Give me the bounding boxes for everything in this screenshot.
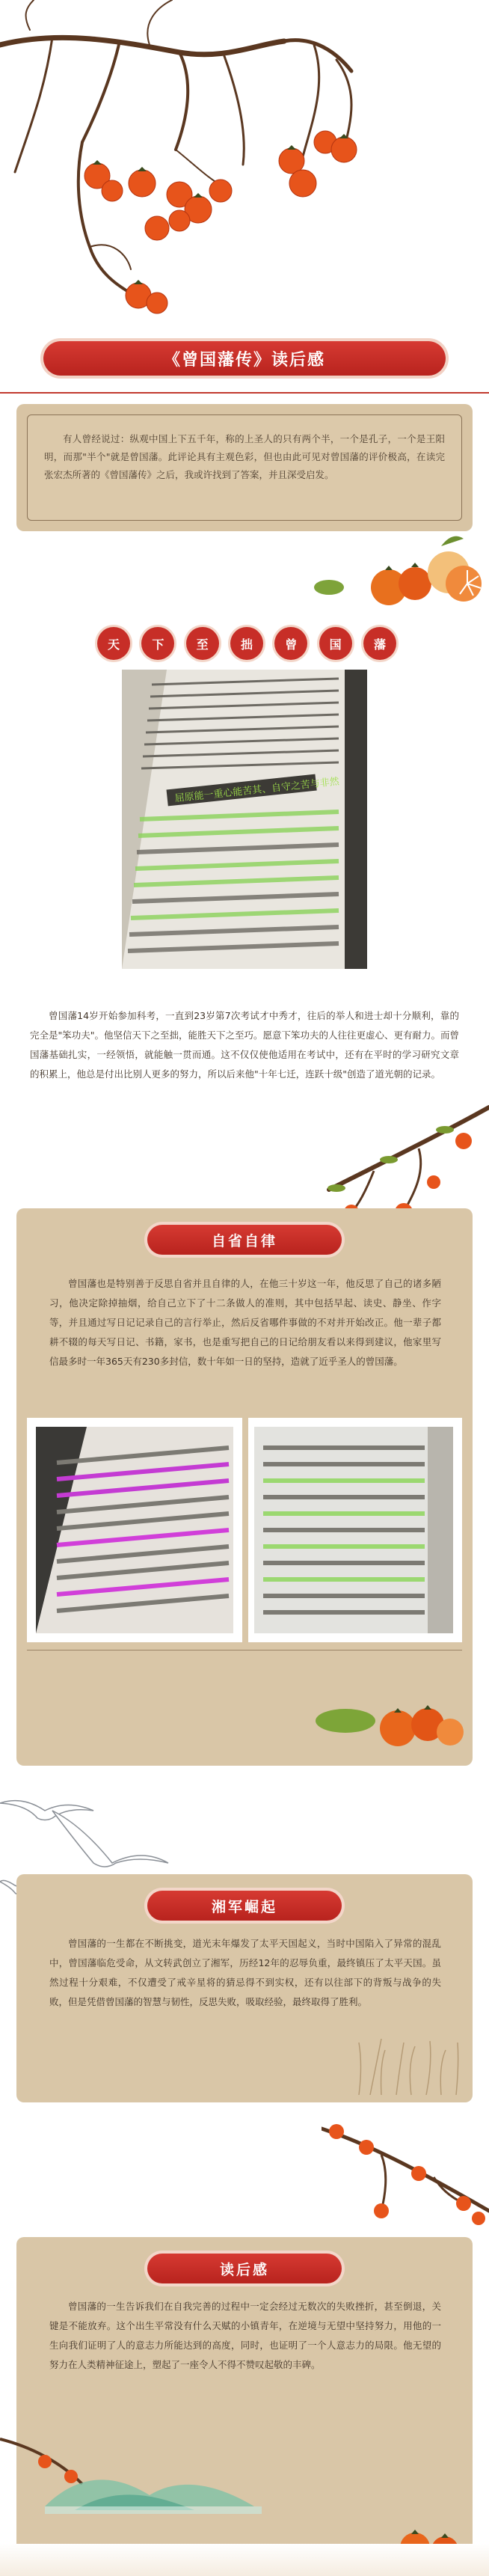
landscape-illustration (0, 2424, 269, 2514)
section-title: 自省自律 (211, 1232, 277, 1249)
section-text: 曾国藩的一生都在不断挑变，道光末年爆发了太平天国起义，当时中国陷入了异常的混乱中，曾国藩临危受命，从文转武创立了湘军，历经12年的忍辱负重，最终镇压了太平天国。虽然过程十分艰难，不仅遭受了戒辛星将的猜忌得不到实权，还有以往部下的背叛与战争的失败，但是凭借曾国藩的智慧与韧性，反思失败，吸取经验，最终取得了胜利。 (49, 1938, 441, 2007)
footer-gradient (0, 2544, 489, 2576)
section-title: 读后感 (219, 2261, 269, 2278)
article-title: 《曾国藩传》读后感 (163, 350, 325, 370)
intro-card (16, 404, 473, 531)
section-text: 曾国藩的一生告诉我们在自我完善的过程中一定会经过无数次的失败挫折，甚至倒退，关键是不能放弃。这个出生平常没有什么天赋的小镇青年，在逆境与无望中坚持努力，用他的一生向我们证明了人的意志力所能达到的高度，同时，也证明了一个人意志力的局限。他无望的努力在人类精神征途上，塑起了一座令人不得不赞叹起敬的丰碑。 (49, 2301, 441, 2370)
section-heading-banner (147, 2254, 342, 2283)
heading-circle: 至 (186, 627, 219, 660)
section-text-block (49, 1934, 441, 2012)
section-text: 曾国藩也是特别善于反思自省并且自律的人，在他三十岁这一年，他反思了自己的诸多陋习，他决定除掉抽烟，给自己立下了十二条做人的准则，其中包括早起、读史、静坐、作字等，并且通过写日记记录自己的言行举止，然后反省哪件事做的不对并开始改正。他一辈子都耕不辍的每天写日记、书籍，家书，也是重写把自己的日记给朋友看以来得到建议，他家里写信最多时一年365天有230多封信，数十年如一日的坚持，造就了近乎圣人的曾国藩。 (49, 1278, 441, 1367)
heading-circle: 藩 (363, 627, 396, 660)
intro-inner-frame (27, 414, 462, 521)
heading-circle: 天 (97, 627, 130, 660)
intro-text: 有人曾经说过：纵观中国上下五千年，称的上圣人的只有两个半，一个是孔子，一个是王阳明，而那"半个"就是曾国藩。此评论具有主观色彩，但也由此可见对曾国藩的评价极高，在读完张宏杰所著的《曾国藩传》之后，我或许找到了答案，并且深受启发。 (44, 433, 445, 480)
book-photo-right (248, 1418, 462, 1642)
photo-highlight-text: 屈原能一重心能苦其、自守之苦与非然 (174, 776, 340, 805)
book-page-photo (122, 670, 367, 969)
title-divider (0, 392, 489, 394)
reed-grass-illustration (351, 2035, 464, 2095)
main-paragraph: 曾国藩14岁开始参加科考，一直到23岁第7次考试才中秀才，往后的举人和进士却十分顺利，靠的完全是"笨功夫"。他坚信天下之至拙，能胜天下之至巧。愿意下笨功夫的人往往更虚心、更有耐力。而曾国藩基础扎实，一经领悟，就能触一贯而通。这不仅仅使他适用在考试中，还有在平时的学习研究文章的积累上，他总是付出比别人更多的努力，所以后来他"十年七迁，连跃十级"创造了道光朝的记录。 (30, 1010, 460, 1080)
heading-circle: 拙 (230, 627, 263, 660)
persimmon-branch-illustration (0, 0, 489, 329)
article-title-banner (43, 341, 446, 376)
heading-circle: 下 (141, 627, 174, 660)
heading-circle: 曾 (274, 627, 307, 660)
main-paragraph-block (30, 1006, 459, 1084)
heading-circle: 国 (319, 627, 352, 660)
section-text-block (49, 2297, 441, 2375)
fruit-cluster-illustration (316, 1687, 465, 1754)
persimmon-branch-right-illustration (322, 2114, 489, 2233)
section-heading-banner (147, 1225, 342, 1255)
book-photo-left (27, 1418, 242, 1642)
section-heading-banner (147, 1891, 342, 1921)
section-title: 湘军崛起 (211, 1898, 277, 1915)
fruit-cluster-illustration (314, 516, 486, 614)
heading-circle-row (97, 627, 396, 664)
section-card-self-reflection (16, 1208, 473, 1766)
section-text-block (49, 1274, 441, 1371)
